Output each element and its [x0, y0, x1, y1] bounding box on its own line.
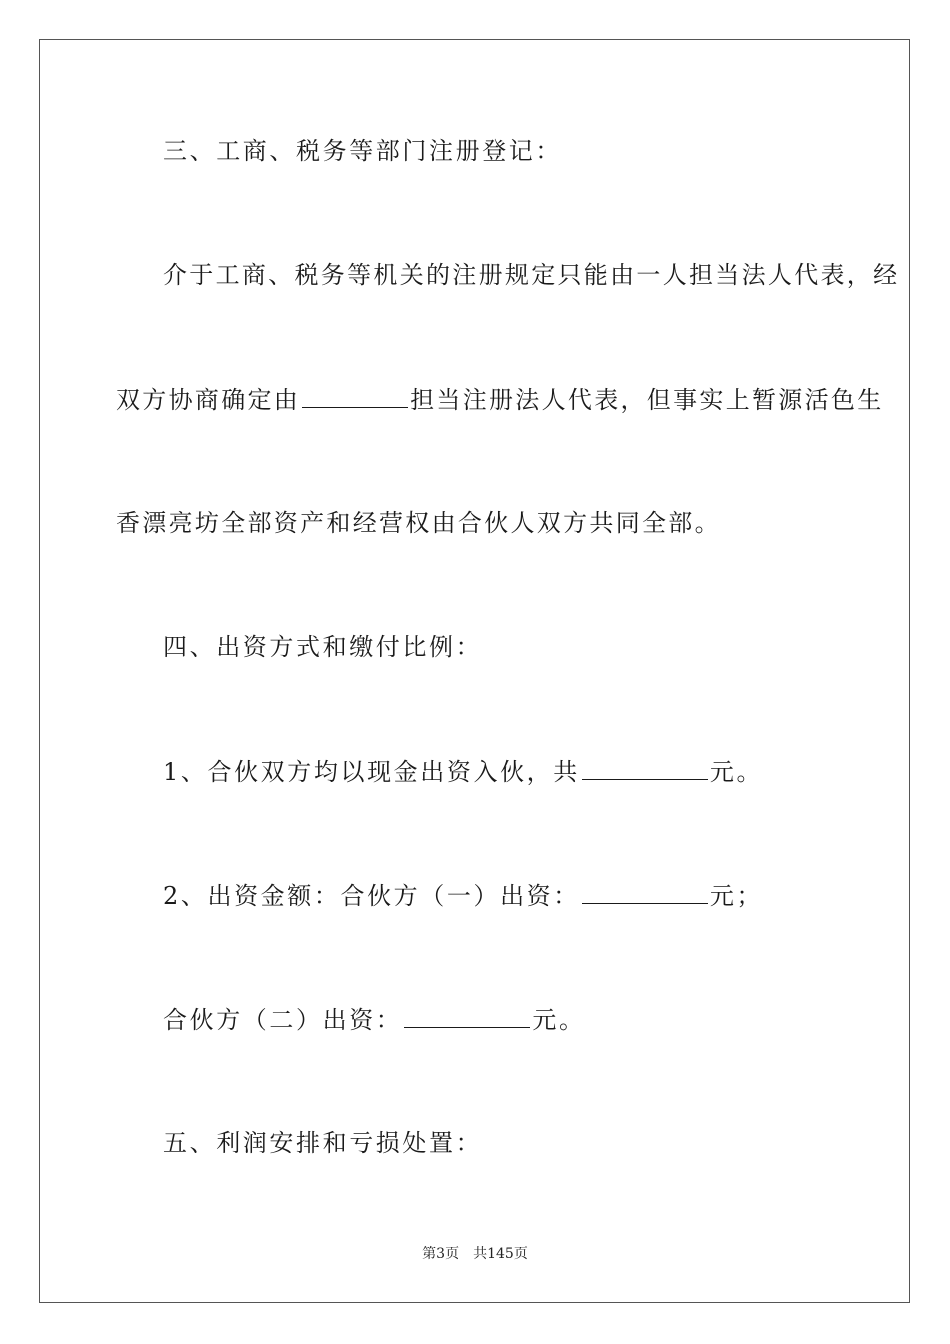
section-heading-5: 五、利润安排和亏损处置： — [163, 1129, 483, 1157]
page-number: 第3页 — [422, 1246, 460, 1262]
page-border — [39, 39, 910, 1303]
text-segment: 元。 — [709, 758, 764, 786]
text-segment: 担当注册法人代表，但事实上暂源活色生 — [410, 386, 884, 414]
text-segment: 元； — [709, 882, 764, 910]
paragraph-line-with-blank — [116, 385, 884, 414]
section-heading-4: 四、出资方式和缴付比例： — [163, 633, 483, 661]
text-segment: 合伙方（二）出资： — [163, 1006, 403, 1034]
paragraph-line: 香漂亮坊全部资产和经营权由合伙人双方共同全部。 — [116, 509, 721, 537]
paragraph-line: 介于工商、税务等机关的注册规定只能由一人担当法人代表，经 — [163, 261, 900, 289]
total-pages: 共145页 — [473, 1246, 528, 1262]
fill-in-blank — [582, 881, 708, 904]
section-heading-3: 三、工商、税务等部门注册登记： — [163, 137, 562, 165]
fill-in-blank — [582, 757, 708, 780]
list-item — [163, 881, 763, 910]
text-segment: 元。 — [532, 1006, 586, 1034]
fill-in-blank — [302, 385, 408, 408]
text-segment: 1、合伙双方均以现金出资入伙，共 — [163, 758, 580, 786]
list-item — [163, 757, 763, 786]
list-item — [163, 1005, 586, 1034]
page-footer — [0, 1245, 950, 1263]
text-segment: 2、出资金额：合伙方（一）出资： — [163, 882, 580, 910]
text-segment: 双方协商确定由 — [116, 386, 301, 414]
fill-in-blank — [404, 1005, 530, 1028]
